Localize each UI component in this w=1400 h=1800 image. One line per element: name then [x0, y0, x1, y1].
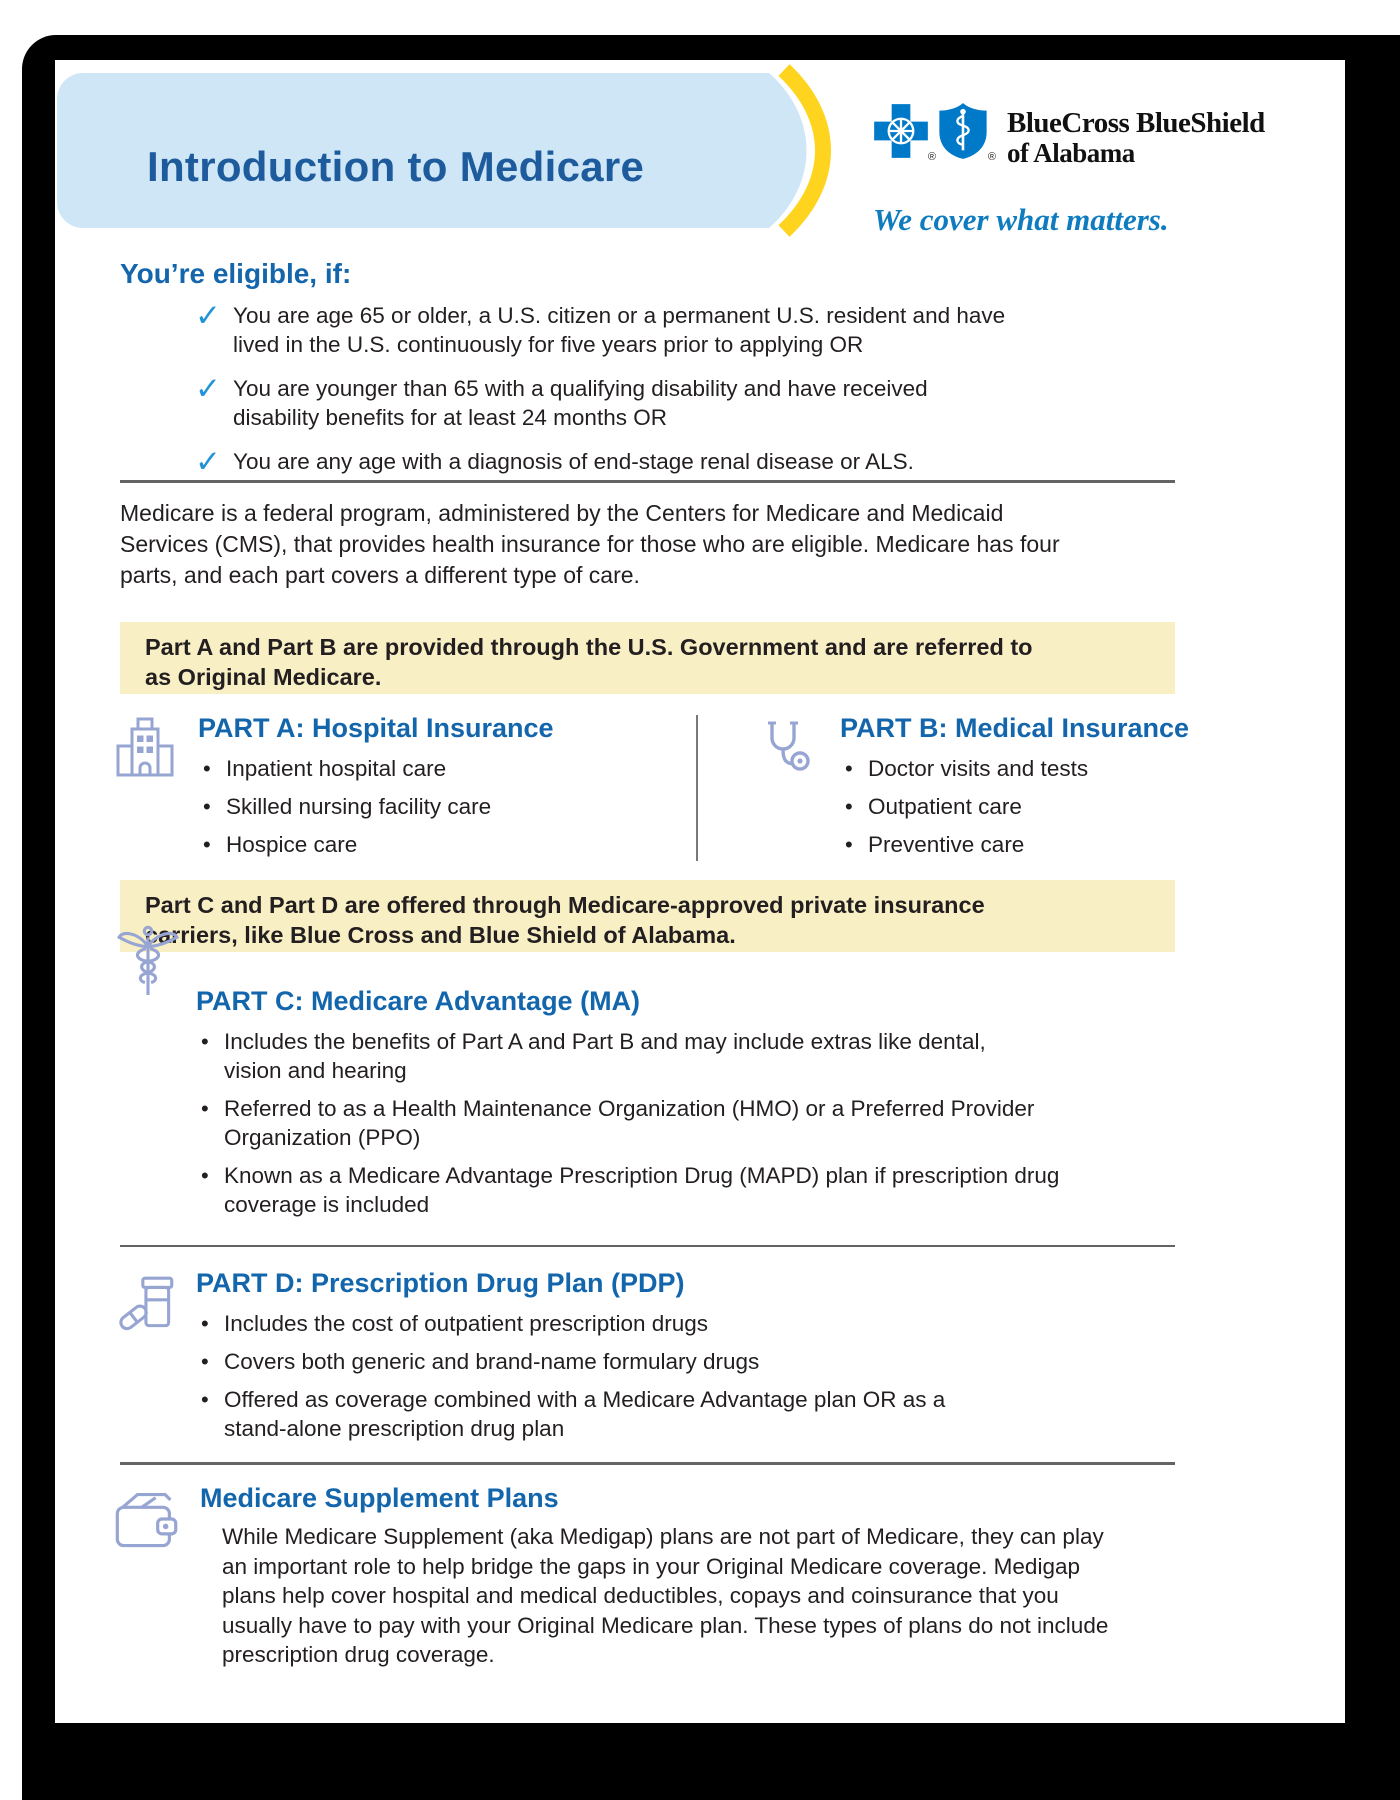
blue-shield-icon	[937, 102, 996, 163]
part-d-heading: PART D: Prescription Drug Plan (PDP)	[196, 1268, 685, 1298]
bcbs-tagline: We cover what matters.	[873, 202, 1169, 237]
supplement-paragraph: While Medicare Supplement (aka Medigap) plans are not part of Medicare, they can play an important role to help bridge the gaps in your Original Medicare coverage. Medigap plans help cover hospital and medical deductibles, copays and coinsurance that you usually have to pay with your Original Medicare plan. These types of plans do not include prescription drug coverage.	[222, 1524, 1109, 1667]
callout-text: Part C and Part D are offered through Medicare-approved private insurance carriers, like Blue Cross and Blue Shield of Alabama.	[145, 892, 985, 948]
list-item: • Offered as coverage combined with a Medicare Advantage plan OR as a stand-alone prescription drug plan	[196, 1385, 954, 1443]
eligibility-item-text: You are any age with a diagnosis of end-stage renal disease or ALS.	[233, 449, 914, 474]
page-title: Introduction to Medicare	[147, 143, 645, 190]
check-icon: ✓	[195, 298, 221, 333]
bcbs-logo-text	[1007, 108, 1265, 168]
eligibility-item	[195, 371, 1033, 432]
blue-cross-icon	[873, 102, 936, 163]
list-item: • Inpatient hospital care	[198, 754, 554, 783]
part-b-section	[840, 713, 1189, 868]
eligibility-heading: You’re eligible, if:	[120, 258, 352, 289]
callout-private-carriers	[120, 880, 1175, 952]
list-item: • Preventive care	[840, 830, 1189, 859]
eligibility-item	[195, 298, 1033, 359]
registered-mark: ®	[927, 151, 936, 163]
divider	[120, 1245, 1175, 1247]
list-item: • Outpatient care	[840, 792, 1189, 821]
list-item: • Known as a Medicare Advantage Prescription Drug (MAPD) plan if prescription drug coverage is included	[196, 1161, 1069, 1219]
intro-paragraph: Medicare is a federal program, administered by the Centers for Medicare and Medicaid Services (CMS), that provides health insurance for those who are eligible. Medicare has four parts, and each part covers a different type of care.	[120, 500, 1060, 588]
part-c-list	[196, 1027, 1079, 1219]
callout-text: Part A and Part B are provided through the U.S. Government and are referred to as Original Medicare.	[145, 634, 1033, 690]
eligibility-item-text: You are younger than 65 with a qualifying disability and have received disability benefits for at least 24 months OR	[233, 376, 928, 430]
list-item: • Covers both generic and brand-name formulary drugs	[196, 1347, 954, 1376]
part-a-section	[198, 713, 554, 868]
part-a-list	[198, 754, 554, 859]
stethoscope-icon	[755, 716, 819, 780]
check-icon: ✓	[195, 371, 221, 406]
eligibility-checklist	[195, 298, 1033, 492]
wallet-icon	[112, 1488, 180, 1550]
list-item: • Skilled nursing facility care	[198, 792, 554, 821]
pill-bottle-icon	[115, 1272, 181, 1338]
column-divider	[696, 715, 698, 861]
list-item: • Referred to as a Health Maintenance Organization (HMO) or a Preferred Provider Organization (PPO)	[196, 1094, 1079, 1152]
part-b-list	[840, 754, 1189, 859]
supplement-section	[200, 1483, 1117, 1670]
divider	[120, 480, 1175, 483]
list-item: • Doctor visits and tests	[840, 754, 1189, 783]
divider	[120, 1462, 1175, 1465]
part-c-section	[196, 986, 1079, 1228]
part-c-heading: PART C: Medicare Advantage (MA)	[196, 986, 641, 1016]
part-d-section	[196, 1268, 954, 1452]
supplement-heading: Medicare Supplement Plans	[200, 1483, 559, 1513]
list-item: • Includes the benefits of Part A and Part B and may include extras like dental, vision and hearing	[196, 1027, 1014, 1085]
flyer-page	[55, 60, 1345, 1723]
bcbs-name: BlueCross BlueShield	[1007, 107, 1265, 139]
bcbs-region: of Alabama	[1007, 138, 1135, 168]
eligibility-item-text: You are age 65 or older, a U.S. citizen or a permanent U.S. resident and have lived in the U.S. continuously for five years prior to applying OR	[233, 303, 1006, 357]
callout-original-medicare	[120, 622, 1175, 694]
part-b-heading: PART B: Medical Insurance	[840, 713, 1190, 743]
caduceus-icon	[115, 922, 181, 1002]
list-item: • Hospice care	[198, 830, 554, 859]
part-a-heading: PART A: Hospital Insurance	[198, 713, 554, 743]
registered-mark: ®	[987, 151, 996, 163]
bcbs-logo	[873, 102, 1265, 168]
check-icon: ✓	[195, 444, 221, 479]
eligibility-item	[195, 444, 1033, 479]
list-item: • Includes the cost of outpatient prescription drugs	[196, 1309, 954, 1338]
part-d-list	[196, 1309, 954, 1443]
hospital-icon	[113, 716, 177, 780]
